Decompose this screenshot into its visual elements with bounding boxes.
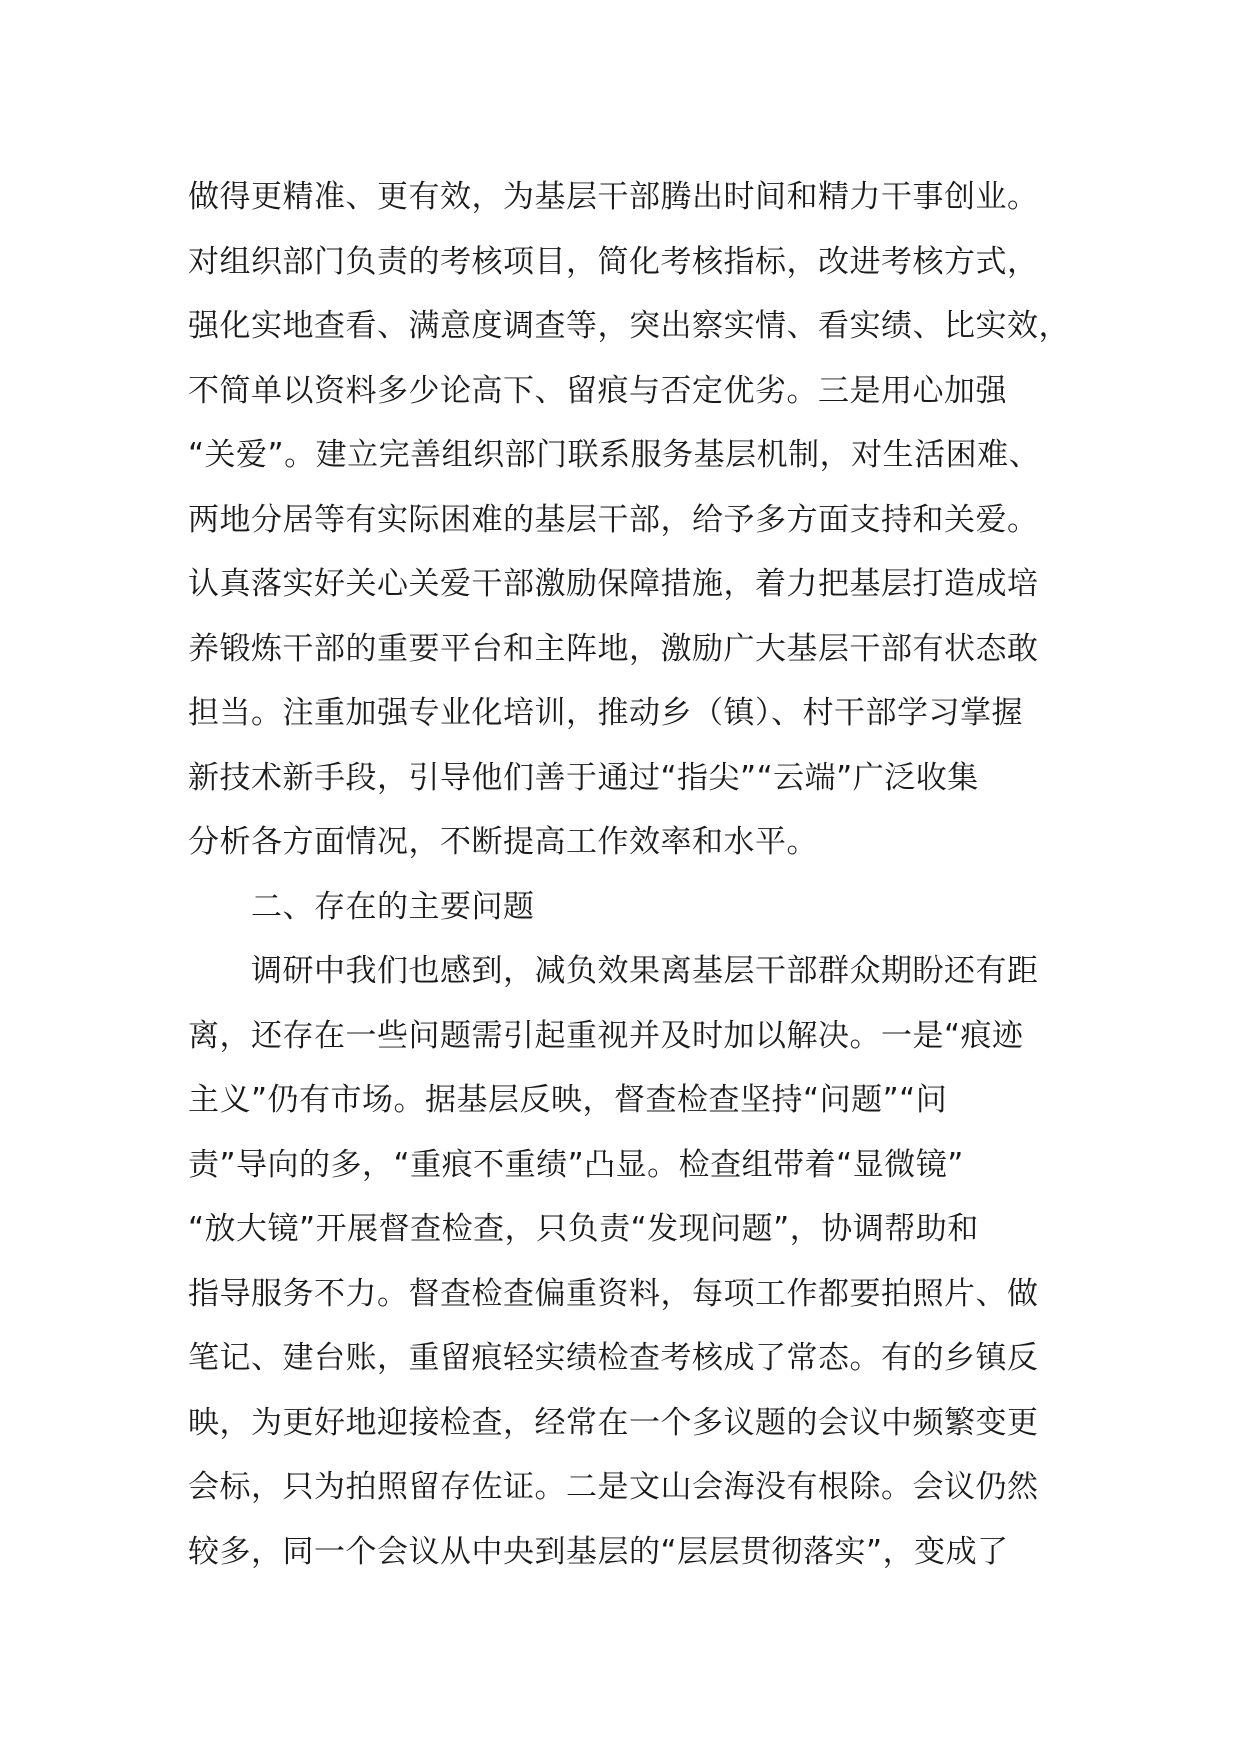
section-heading: 二、存在的主要问题 [251, 888, 535, 925]
text-line: 调研中我们也感到，减负效果离基层干部群众期盼还有距 [251, 953, 1039, 989]
text-line: 会标，只为拍照留存佐证。二是文山会海没有根除。会议仍然 [188, 1469, 1039, 1505]
text-line: 两地分居等有实际困难的基层干部，给予多方面支持和关爱。 [188, 501, 1039, 538]
text-line: 主义”仍有市场。据基层反映，督查检查坚持“问题”“问 [188, 1082, 948, 1118]
text-line: 指导服务不力。督查检查偏重资料，每项工作都要拍照片、做 [188, 1275, 1039, 1312]
text-line: 对组织部门负责的考核项目，简化考核指标，改进考核方式， [188, 243, 1039, 280]
text-line: “关爱”。建立完善组织部门联系服务基层机制，对生活困难、 [188, 437, 1041, 473]
text-line: 责”导向的多，“重痕不重绩”凸显。检查组带着“显微镜” [188, 1146, 964, 1183]
text-line: 笔记、建台账，重留痕轻实绩检查考核成了常态。有的乡镇反 [188, 1340, 1039, 1376]
text-line: 担当。注重加强专业化培训，推动乡（镇）、村干部学习掌握 [188, 695, 1023, 731]
text-line: 认真落实好关心关爱干部激励保障措施，着力把基层打造成培 [188, 566, 1039, 602]
text-line: 不简单以资料多少论高下、留痕与否定优劣。三是用心加强 [188, 372, 1007, 409]
text-line: 强化实地查看、满意度调查等，突出察实情、看实绩、比实效， [188, 308, 1070, 344]
body-text [188, 165, 1088, 1584]
text-line: 映，为更好地迎接检查，经常在一个多议题的会议中频繁变更 [188, 1404, 1039, 1441]
text-line: 新技术新手段，引导他们善于通过“指尖”“云端”广泛收集 [188, 759, 979, 796]
text-line: 离，还存在一些问题需引起重视并及时加以解决。一是“痕迹 [188, 1017, 1024, 1054]
text-line: 分析各方面情况，不断提高工作效率和水平。 [188, 824, 818, 860]
text-line: “放大镜”开展督查检查，只负责“发现问题”，协调帮助和 [188, 1211, 979, 1247]
text-line: 较多，同一个会议从中央到基层的“层层贯彻落实”，变成了 [188, 1533, 1009, 1570]
text-line: 做得更精准、更有效，为基层干部腾出时间和精力干事创业。 [188, 179, 1039, 215]
text-line: 养锻炼干部的重要平台和主阵地，激励广大基层干部有状态敢 [188, 630, 1039, 667]
